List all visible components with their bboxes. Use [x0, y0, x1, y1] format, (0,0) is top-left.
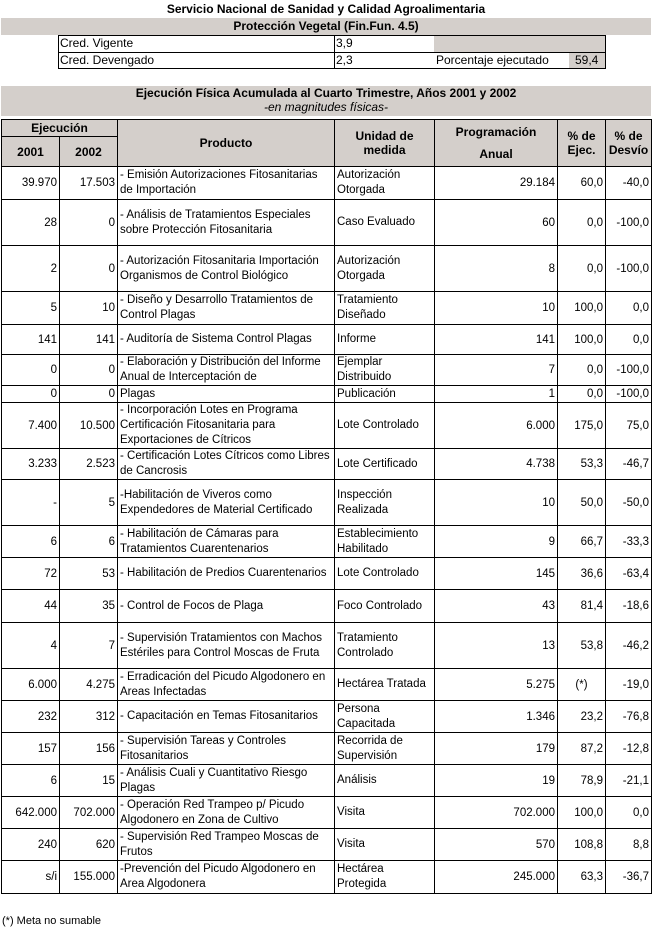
program-title: Protección Vegetal (Fin.Fun. 4.5) [1, 18, 651, 35]
cell-2001: 642.000 [2, 797, 60, 829]
cell-anual: 10 [435, 292, 558, 325]
cell-2002: 312 [60, 701, 118, 733]
execution-table [1, 119, 652, 894]
cell-2001: - [2, 480, 60, 526]
cell-2002: 7 [60, 623, 118, 669]
section-title: Ejecución Física Acumulada al Cuarto Trimestre, Años 2001 y 2002 [135, 86, 517, 100]
cell-unidad: Autorización Otorgada [335, 167, 435, 200]
cell-desvio: 0,0 [606, 797, 652, 829]
cell-unidad: Lote Controlado [335, 403, 435, 449]
cell-anual: 1 [435, 386, 558, 403]
cell-anual: 7 [435, 355, 558, 386]
cell-anual: 1.346 [435, 701, 558, 733]
cell-2002: 15 [60, 765, 118, 797]
cell-2001: 6.000 [2, 669, 60, 701]
cell-unidad: Recorrida de Supervisión [335, 733, 435, 765]
cell-anual: 19 [435, 765, 558, 797]
cell-desvio: 75,0 [606, 403, 652, 449]
cell-desvio: -33,3 [606, 526, 652, 558]
table-row [2, 733, 652, 765]
cell-2001: s/i [2, 861, 60, 894]
credit-vigente-value: 3,9 [336, 36, 353, 50]
percentage-value: 59,4 [575, 53, 599, 67]
cell-2001: 0 [2, 386, 60, 403]
cell-desvio: 8,8 [606, 829, 652, 861]
cell-ejec: 100,0 [558, 325, 606, 355]
cell-2002: 17.503 [60, 167, 118, 200]
cell-unidad: Hectárea Tratada [335, 669, 435, 701]
credit-devengado-label: Cred. Devengado [60, 53, 155, 67]
cell-2002: 6 [60, 526, 118, 558]
credit-devengado-value: 2,3 [336, 53, 353, 67]
cell-2001: 240 [2, 829, 60, 861]
cell-2001: 2 [2, 246, 60, 292]
header-pct-desvio-line2: Desvío [608, 143, 649, 157]
cell-unidad: Caso Evaluado [335, 200, 435, 246]
cell-unidad: Establecimiento Habilitado [335, 526, 435, 558]
cell-2002: 0 [60, 386, 118, 403]
table-row [2, 167, 652, 200]
table-row [2, 590, 652, 623]
cell-unidad: Autorización Otorgada [335, 246, 435, 292]
cell-2001: 28 [2, 200, 60, 246]
cell-desvio: 0,0 [606, 292, 652, 325]
cell-desvio: -40,0 [606, 167, 652, 200]
cell-anual: 43 [435, 590, 558, 623]
credit-devengado-row [58, 52, 606, 69]
cell-ejec: 36,6 [558, 558, 606, 590]
cell-producto: - Supervisión Tareas y Controles Fitosanitarios [118, 733, 335, 765]
cell-desvio: -46,7 [606, 449, 652, 480]
percentage-label: Porcentaje ejecutado [436, 53, 549, 67]
cell-anual: 10 [435, 480, 558, 526]
cell-ejec: 87,2 [558, 733, 606, 765]
cell-producto: - Supervisión Red Trampeo Moscas de Frutos [118, 829, 335, 861]
cell-desvio: -100,0 [606, 386, 652, 403]
cell-2002: 5 [60, 480, 118, 526]
cell-desvio: -76,8 [606, 701, 652, 733]
cell-2002: 4.275 [60, 669, 118, 701]
cell-ejec: 100,0 [558, 797, 606, 829]
cell-ejec: 66,7 [558, 526, 606, 558]
header-anual-label: Anual [479, 147, 513, 161]
table-row [2, 403, 652, 449]
cell-ejec: 0,0 [558, 355, 606, 386]
cell-2001: 6 [2, 765, 60, 797]
cell-2002: 156 [60, 733, 118, 765]
cell-desvio: -18,6 [606, 590, 652, 623]
cell-2002: 702.000 [60, 797, 118, 829]
table-row [2, 623, 652, 669]
cell-2002: 53 [60, 558, 118, 590]
header-unidad: Unidad de medida [335, 120, 435, 167]
cell-2001: 157 [2, 733, 60, 765]
cell-unidad: Informe [335, 325, 435, 355]
cell-2001: 5 [2, 292, 60, 325]
header-pct-desvio-line1: % de [614, 129, 643, 143]
cell-ejec: 0,0 [558, 386, 606, 403]
cell-ejec: 60,0 [558, 167, 606, 200]
cell-2002: 0 [60, 355, 118, 386]
cell-producto: - Certificación Lotes Cítricos como Libres de Cancrosis [118, 449, 335, 480]
cell-unidad: Lote Controlado [335, 558, 435, 590]
table-row [2, 386, 652, 403]
cell-anual: 141 [435, 325, 558, 355]
header-pct-ejec-line1: % de [567, 129, 596, 143]
section-subtitle: -en magnitudes físicas- [263, 100, 389, 114]
cell-anual: 13 [435, 623, 558, 669]
cell-unidad: Tratamiento Diseñado [335, 292, 435, 325]
table-row [2, 669, 652, 701]
credit-vigente-row [58, 35, 606, 52]
cell-2002: 141 [60, 325, 118, 355]
cell-ejec: 100,0 [558, 292, 606, 325]
cell-ejec: 175,0 [558, 403, 606, 449]
cell-2001: 4 [2, 623, 60, 669]
table-row [2, 200, 652, 246]
cell-producto: - Habilitación de Cámaras para Tratamientos Cuarentenarios [118, 526, 335, 558]
cell-desvio: -63,4 [606, 558, 652, 590]
cell-ejec: 81,4 [558, 590, 606, 623]
header-pct-desvio [606, 120, 652, 167]
cell-unidad: Tratamiento Controlado [335, 623, 435, 669]
cell-anual: 179 [435, 733, 558, 765]
cell-anual: 702.000 [435, 797, 558, 829]
cell-2002: 155.000 [60, 861, 118, 894]
cell-desvio: -19,0 [606, 669, 652, 701]
cell-unidad: Lote Certificado [335, 449, 435, 480]
cell-anual: 6.000 [435, 403, 558, 449]
table-row [2, 558, 652, 590]
cell-ejec: (*) [558, 669, 606, 701]
cell-producto: - Elaboración y Distribución del Informe Anual de Interceptación de [118, 355, 335, 386]
cell-2001: 39.970 [2, 167, 60, 200]
cell-desvio: -46,2 [606, 623, 652, 669]
header-producto: Producto [118, 120, 335, 167]
cell-anual: 245.000 [435, 861, 558, 894]
cell-unidad: Inspección Realizada [335, 480, 435, 526]
cell-desvio: -12,8 [606, 733, 652, 765]
credit-vigente-label: Cred. Vigente [60, 36, 134, 50]
header-pct-ejec-line2: Ejec. [567, 143, 596, 157]
table-row [2, 480, 652, 526]
section-header [1, 86, 651, 116]
cell-2002: 0 [60, 200, 118, 246]
cell-ejec: 0,0 [558, 246, 606, 292]
cell-producto: - Análisis Cuali y Cuantitativo Riesgo Plagas [118, 765, 335, 797]
cell-producto: - Auditoría de Sistema Control Plagas [118, 325, 335, 355]
cell-2001: 6 [2, 526, 60, 558]
cell-2002: 620 [60, 829, 118, 861]
cell-anual: 8 [435, 246, 558, 292]
cell-producto: -Prevención del Picudo Algodonero en Area Algodonera [118, 861, 335, 894]
cell-2002: 0 [60, 246, 118, 292]
header-programacion-label: Programación [455, 125, 537, 139]
table-row [2, 449, 652, 480]
table-row [2, 355, 652, 386]
header-programacion [435, 120, 558, 167]
cell-unidad: Análisis [335, 765, 435, 797]
table-row [2, 701, 652, 733]
header-2001: 2001 [2, 137, 60, 167]
cell-producto: - Análisis de Tratamientos Especiales sobre Protección Fitosanitaria [118, 200, 335, 246]
cell-producto: - Habilitación de Predios Cuarentenarios [118, 558, 335, 590]
table-row [2, 526, 652, 558]
cell-anual: 60 [435, 200, 558, 246]
cell-ejec: 23,2 [558, 701, 606, 733]
cell-producto: - Diseño y Desarrollo Tratamientos de Control Plagas [118, 292, 335, 325]
table-row [2, 797, 652, 829]
cell-producto: - Autorización Fitosanitaria Importación Organismos de Control Biológico [118, 246, 335, 292]
cell-unidad: Visita [335, 829, 435, 861]
cell-2001: 0 [2, 355, 60, 386]
header-ejecucion: Ejecución [2, 120, 118, 137]
cell-anual: 570 [435, 829, 558, 861]
cell-2001: 141 [2, 325, 60, 355]
cell-ejec: 53,3 [558, 449, 606, 480]
cell-producto: - Emisión Autorizaciones Fitosanitarias de Importación [118, 167, 335, 200]
cell-desvio: -100,0 [606, 200, 652, 246]
cell-2002: 10.500 [60, 403, 118, 449]
cell-ejec: 63,3 [558, 861, 606, 894]
cell-producto: - Capacitación en Temas Fitosanitarios [118, 701, 335, 733]
cell-desvio: -36,7 [606, 861, 652, 894]
cell-producto: - Control de Focos de Plaga [118, 590, 335, 623]
cell-unidad: Publicación [335, 386, 435, 403]
cell-2001: 7.400 [2, 403, 60, 449]
cell-producto: Plagas [118, 386, 335, 403]
cell-desvio: -21,1 [606, 765, 652, 797]
cell-unidad: Ejemplar Distribuido [335, 355, 435, 386]
cell-ejec: 78,9 [558, 765, 606, 797]
table-row [2, 861, 652, 894]
cell-anual: 29.184 [435, 167, 558, 200]
table-row [2, 765, 652, 797]
cell-desvio: 0,0 [606, 325, 652, 355]
table-row [2, 292, 652, 325]
cell-producto: -Habilitación de Viveros como Expendedores de Material Certificado [118, 480, 335, 526]
cell-unidad: Visita [335, 797, 435, 829]
table-row [2, 829, 652, 861]
cell-2002: 2.523 [60, 449, 118, 480]
cell-unidad: Foco Controlado [335, 590, 435, 623]
cell-producto: - Erradicación del Picudo Algodonero en Areas Infectadas [118, 669, 335, 701]
cell-ejec: 108,8 [558, 829, 606, 861]
cell-anual: 145 [435, 558, 558, 590]
cell-producto: - Supervisión Tratamientos con Machos Estériles para Control Moscas de Fruta [118, 623, 335, 669]
cell-desvio: -100,0 [606, 355, 652, 386]
agency-title: Servicio Nacional de Sanidad y Calidad Agroalimentaria [1, 1, 651, 18]
cell-desvio: -100,0 [606, 246, 652, 292]
cell-unidad: Persona Capacitada [335, 701, 435, 733]
cell-2001: 44 [2, 590, 60, 623]
cell-2002: 35 [60, 590, 118, 623]
table-row [2, 246, 652, 292]
cell-producto: - Incorporación Lotes en Programa Certificación Fitosanitaria para Exportaciones de Cítricos [118, 403, 335, 449]
table-row [2, 325, 652, 355]
footnote: (*) Meta no sumable [2, 915, 102, 927]
cell-ejec: 53,8 [558, 623, 606, 669]
cell-ejec: 50,0 [558, 480, 606, 526]
cell-2002: 10 [60, 292, 118, 325]
cell-ejec: 0,0 [558, 200, 606, 246]
cell-anual: 4.738 [435, 449, 558, 480]
header-2002: 2002 [60, 137, 118, 167]
cell-anual: 9 [435, 526, 558, 558]
cell-2001: 3.233 [2, 449, 60, 480]
cell-producto: - Operación Red Trampeo p/ Picudo Algodonero en Zona de Cultivo [118, 797, 335, 829]
cell-2001: 232 [2, 701, 60, 733]
cell-anual: 5.275 [435, 669, 558, 701]
cell-desvio: -50,0 [606, 480, 652, 526]
header-pct-ejec [558, 120, 606, 167]
cell-unidad: Hectárea Protegida [335, 861, 435, 894]
cell-2001: 72 [2, 558, 60, 590]
